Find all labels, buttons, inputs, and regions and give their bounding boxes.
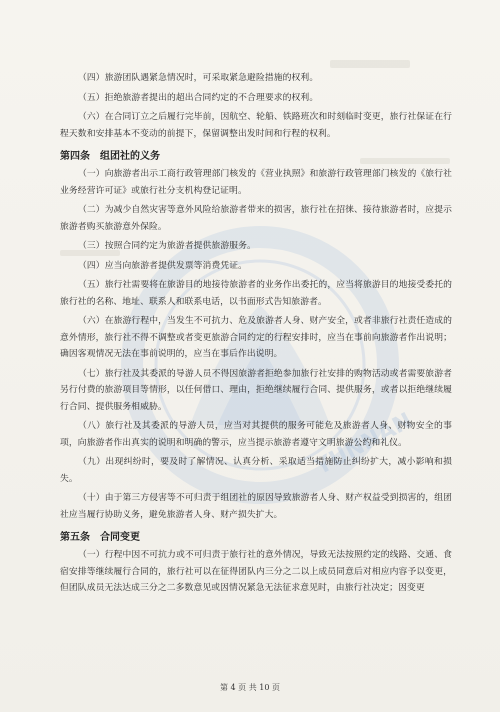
watermark-text: YUNNAN — [311, 408, 417, 481]
paragraph: （四）应当向旅游者提供发票等消费凭证。 — [78, 260, 248, 271]
paragraph: （六）在合同订立之后履行完毕前，因航空、轮船、铁路班次和时刻临时变更，旅行社保证在行程天数和安排基本不变动的前提下，保留调整出发时间和行程的权利。 — [60, 112, 452, 139]
section-heading: 第四条 组团社的义务 — [60, 151, 160, 162]
paragraph: （九）出现纠纷时，要及时了解情况、认真分析、采取适当措施防止纠纷扩大，减小影响和损失。 — [60, 457, 452, 484]
paragraph: （四）旅游团队遇紧急情况时，可采取紧急避险措施的权利。 — [78, 73, 319, 83]
paragraph: （五）拒绝旅游者提出的超出合同约定的不合理要求的权利。 — [78, 92, 319, 103]
paragraph: （一）向旅游者出示工商行政管理部门核发的《营业执照》和旅游行政管理部门核发的《旅行社业务经营许可证》或旅行社分支机构登记证明。 — [60, 169, 452, 196]
paragraph: （二）为减少自然灾害等意外风险给旅游者带来的损害，旅行社在招徕、接待旅游者时，应提示旅游者购买旅游意外保险。 — [60, 205, 452, 232]
paragraph: （十）由于第三方侵害等不可归责于组团社的原因导致旅游者人身、财产权益受到损害的，组团社应当履行协助义务，避免旅游者人身、财产损失扩大。 — [60, 493, 452, 520]
document-body — [60, 70, 452, 600]
paragraph: （一）行程中因不可抗力或不可归责于旅行社的意外情况，导致无法按照约定的线路、交通、食宿安排等继续履行合同的，旅行社可以在征得团队内三分之二以上成员同意后对相应内容予以变更，但团队成员无法达成三分之二多数意见或因情况紧急无法征求意见时，由旅行社决定；因变更 — [60, 550, 452, 593]
paper-smudge — [330, 60, 410, 68]
paragraph: （七）旅行社及其委派的导游人员不得因旅游者拒绝参加旅行社安排的购物活动或者需要旅游者另行付费的旅游项目等情形，以任何借口、理由，拒绝继续履行合同、提供服务，或者以拒绝继续履行合同、提供服务相威胁。 — [60, 368, 452, 412]
section-heading: 第五条 合同变更 — [60, 532, 140, 543]
page-footer: 第 4 页 共 10 页 — [220, 683, 280, 692]
paragraph: （六）在旅游行程中，当发生不可抗力、危及旅游者人身、财产安全，或者非旅行社责任造成的意外情形，旅行社不得不调整或者变更旅游合同约定的行程安排时，应当在事前向旅游者作出说明；确因客观情况无法在事前说明的，应当在事后作出说明。 — [60, 316, 452, 359]
paragraph: （三）按照合同约定为旅游者提供旅游服务。 — [78, 241, 256, 251]
paragraph: （八）旅行社及其委派的导游人员，应当对其提供的服务可能危及旅游者人身、财物安全的事项，向旅游者作出真实的说明和明确的警示，应当提示旅游者遵守文明旅游公约和礼仪。 — [60, 421, 452, 448]
paragraph: （五）旅行社需要将在旅游目的地接待旅游者的业务作出委托的，应当将旅游目的地接受委托的旅行社的名称、地址、联系人和联系电话，以书面形式告知旅游者。 — [60, 280, 452, 307]
